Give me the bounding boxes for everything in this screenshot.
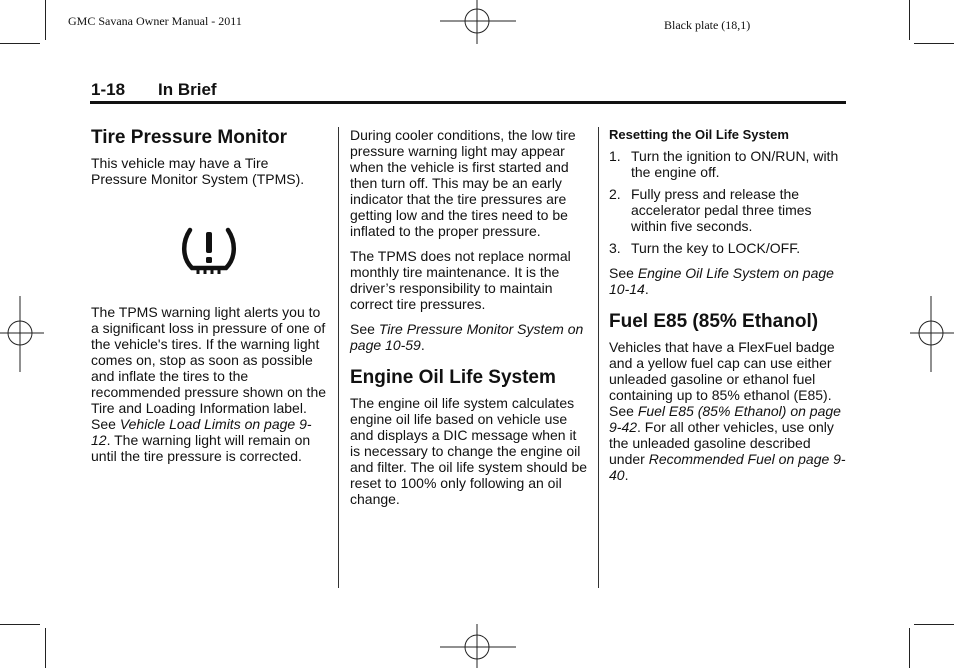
crop-mark — [45, 628, 46, 668]
registration-mark — [910, 296, 954, 372]
crop-mark — [909, 628, 910, 668]
section-title: In Brief — [158, 80, 217, 99]
recommended-fuel-ref[interactable]: Recommended Fuel on page 9-40 — [609, 451, 846, 483]
vehicle-load-limits-ref[interactable]: Vehicle Load Limits on page 9-12 — [91, 416, 312, 448]
fuel-e85-ref[interactable]: Fuel E85 (85% Ethanol) on page 9-42 — [609, 403, 841, 435]
list-item — [609, 148, 849, 180]
period: . — [420, 337, 425, 353]
see-label: See — [350, 321, 379, 337]
cooler-conditions-paragraph: During cooler conditions, the low tire pressure warning light may appear when the vehicle is first started and then turn off. This may be an early indicator that the tire pressures are getting low and the tires need to be inflated to the proper pressure. — [350, 127, 576, 239]
resetting-subheading: Resetting the Oil Life System — [609, 127, 789, 142]
period: . — [644, 281, 649, 297]
reset-steps-list — [609, 148, 849, 256]
header-rule — [90, 101, 846, 104]
manual-title: GMC Savana Owner Manual - 2011 — [68, 14, 242, 28]
crop-mark — [909, 0, 910, 40]
column-divider — [598, 127, 599, 588]
tpms-maintenance-paragraph: The TPMS does not replace normal monthly tire maintenance. It is the driver’s responsibility to maintain correct tire pressures. — [350, 248, 571, 312]
tpms-warning-icon — [180, 224, 238, 278]
engine-oil-life-ref[interactable]: Engine Oil Life System on page 10-14 — [609, 265, 834, 297]
engine-oil-paragraph: The engine oil life system calculates engine oil life based on vehicle use and displays a DIC message when it is necessary to change the engine oil and filter. The oil life system should be reset to 100% only following an oil change. — [350, 395, 588, 507]
crop-mark — [914, 43, 954, 44]
step-number: 1. — [609, 148, 621, 164]
step-number: 3. — [609, 240, 621, 256]
column-1 — [91, 127, 327, 196]
flexfuel-text-a: Vehicles that have a FlexFuel badge and a yellow fuel cap can use either unleaded gasoline or ethanol fuel containing up to 85% ethanol (E85). See — [609, 339, 835, 419]
flexfuel-text-b: . For all other vehicles, use only the unleaded gasoline described under — [609, 419, 834, 467]
registration-mark — [0, 296, 44, 372]
column-2 — [350, 127, 590, 516]
registration-mark — [440, 0, 516, 44]
column-1-lower — [91, 304, 327, 473]
list-item — [609, 240, 849, 256]
tpms-text-a: The TPMS warning light alerts you to a significant loss in pressure of one of the vehicle's tires. If the warning light comes on, stop as soon as possible and inflate the tires to the recommended pressure shown on the Tire and Loading Information label. See — [91, 304, 327, 432]
crop-mark — [0, 43, 40, 44]
tpms-warning-paragraph — [91, 304, 327, 464]
see-label: See — [609, 265, 638, 281]
see-reference — [609, 265, 849, 297]
registration-mark — [440, 624, 516, 668]
step-text: Turn the key to LOCK/OFF. — [631, 240, 801, 256]
engine-oil-heading: Engine Oil Life System — [350, 367, 556, 388]
page-number: 1-18 — [91, 80, 126, 99]
tpms-text-b: . The warning light will remain on until the tire pressure is corrected. — [91, 432, 311, 464]
tpms-intro: This vehicle may have a Tire Pressure Monitor System (TPMS). — [91, 155, 305, 187]
period: . — [624, 467, 629, 483]
column-3 — [609, 127, 849, 492]
crop-mark — [0, 624, 40, 625]
list-item — [609, 186, 849, 234]
tire-pressure-heading: Tire Pressure Monitor — [91, 127, 288, 148]
tire-pressure-monitor-ref[interactable]: Tire Pressure Monitor System on page 10-59 — [350, 321, 584, 353]
see-reference — [350, 321, 590, 353]
crop-mark — [914, 624, 954, 625]
step-text: Fully press and release the accelerator pedal three times within five seconds. — [631, 186, 812, 234]
fuel-e85-heading: Fuel E85 (85% Ethanol) — [609, 311, 819, 332]
step-text: Turn the ignition to ON/RUN, with the engine off. — [631, 148, 839, 180]
plate-label: Black plate (18,1) — [664, 18, 751, 32]
flexfuel-paragraph — [609, 339, 849, 483]
crop-mark — [45, 0, 46, 40]
column-divider — [338, 127, 339, 588]
step-number: 2. — [609, 186, 621, 202]
